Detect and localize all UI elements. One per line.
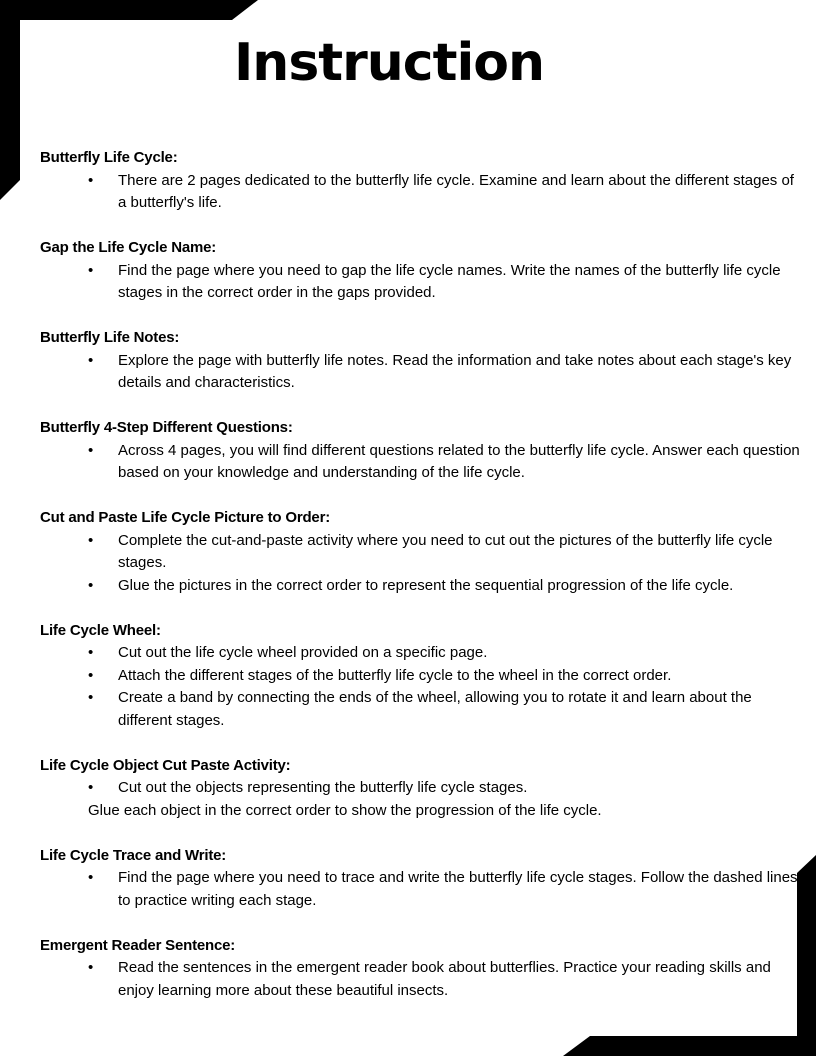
list-item — [40, 575, 800, 598]
section-heading: Life Cycle Wheel: — [40, 621, 161, 639]
bullet-list — [40, 777, 800, 800]
instruction-section — [40, 755, 800, 823]
list-item — [40, 687, 800, 732]
bullet-list — [40, 440, 800, 485]
list-item-text: Find the page where you need to gap the life cycle names. Write the names of the butterfly life cycle stages in the correct order in the gaps provided. — [118, 261, 781, 301]
list-item-text: Cut out the objects representing the butterfly life cycle stages. — [118, 779, 528, 796]
bullet-list — [40, 350, 800, 395]
section-heading: Butterfly 4-Step Different Questions: — [40, 419, 293, 436]
list-item-text: Explore the page with butterfly life notes. Read the information and take notes about each stage's key details and characteristics. — [118, 351, 792, 391]
bullet-list — [40, 957, 800, 1002]
section-heading: Life Cycle Trace and Write: — [40, 846, 227, 864]
list-item — [40, 260, 800, 305]
section-heading: Emergent Reader Sentence: — [40, 936, 236, 954]
bullet-icon: • — [88, 869, 94, 886]
instructions-content — [40, 147, 800, 1025]
bullet-icon: • — [88, 531, 94, 549]
list-item — [40, 867, 800, 912]
list-item-text: Create a band by connecting the ends of the wheel, allowing you to rotate it and learn about the different stages. — [118, 689, 752, 729]
list-item-text: Read the sentences in the emergent reader book about butterflies. Practice your reading skills and enjoy learning more about these beautiful insects. — [118, 959, 771, 999]
bullet-list — [40, 867, 800, 912]
instruction-section — [40, 935, 800, 1003]
list-item — [40, 440, 800, 485]
list-item — [40, 665, 800, 688]
list-item — [40, 170, 800, 215]
list-item — [40, 642, 800, 665]
bullet-icon: • — [88, 959, 94, 976]
list-item-text: Cut out the life cycle wheel provided on a specific page. — [118, 644, 488, 661]
list-item-text: Glue the pictures in the correct order to represent the sequential progression of the life cycle. — [118, 576, 734, 594]
list-item-text: Complete the cut-and-paste activity where you need to cut out the pictures of the butterfly life cycle stages. — [118, 531, 773, 571]
bullet-icon: • — [88, 779, 94, 796]
bullet-icon: • — [88, 351, 94, 369]
unbulleted-line: Glue each object in the correct order to show the progression of the life cycle. — [88, 801, 602, 819]
list-item — [40, 777, 800, 800]
list-item — [40, 350, 800, 395]
list-item — [40, 530, 800, 575]
instruction-section — [40, 845, 800, 913]
bullet-icon: • — [88, 441, 94, 459]
section-heading: Butterfly Life Notes: — [40, 329, 180, 346]
bullet-list — [40, 260, 800, 305]
bullet-icon: • — [88, 576, 94, 594]
list-item-text: Across 4 pages, you will find different questions related to the butterfly life cycle. Answer each question based on your knowledge and understanding of the life cycle. — [118, 441, 800, 481]
section-heading: Cut and Paste Life Cycle Picture to Order: — [40, 509, 331, 526]
section-heading: Life Cycle Object Cut Paste Activity: — [40, 756, 291, 774]
bullet-list — [40, 642, 800, 732]
bullet-icon: • — [88, 666, 94, 684]
instruction-section — [40, 507, 800, 597]
instruction-section — [40, 237, 800, 305]
bullet-list — [40, 530, 800, 598]
bullet-icon: • — [88, 261, 94, 279]
bullet-icon: • — [88, 644, 94, 661]
list-item-text: Attach the different stages of the butterfly life cycle to the wheel in the correct order. — [118, 666, 672, 684]
list-item-text: Find the page where you need to trace and write the butterfly life cycle stages. Follow the dashed lines to practice writing each stage. — [118, 869, 798, 909]
instruction-section — [40, 417, 800, 485]
instruction-section — [40, 620, 800, 733]
section-heading: Butterfly Life Cycle: — [40, 149, 178, 166]
list-item-text: There are 2 pages dedicated to the butterfly life cycle. Examine and learn about the different stages of a butterfly's life. — [118, 171, 794, 211]
bullet-icon: • — [88, 689, 94, 706]
bullet-icon: • — [88, 171, 94, 189]
bullet-list — [40, 170, 800, 215]
instruction-section — [40, 147, 800, 215]
page-title: Instruction — [233, 33, 545, 93]
list-item — [40, 957, 800, 1002]
section-heading: Gap the Life Cycle Name: — [40, 239, 217, 256]
instruction-section — [40, 327, 800, 395]
